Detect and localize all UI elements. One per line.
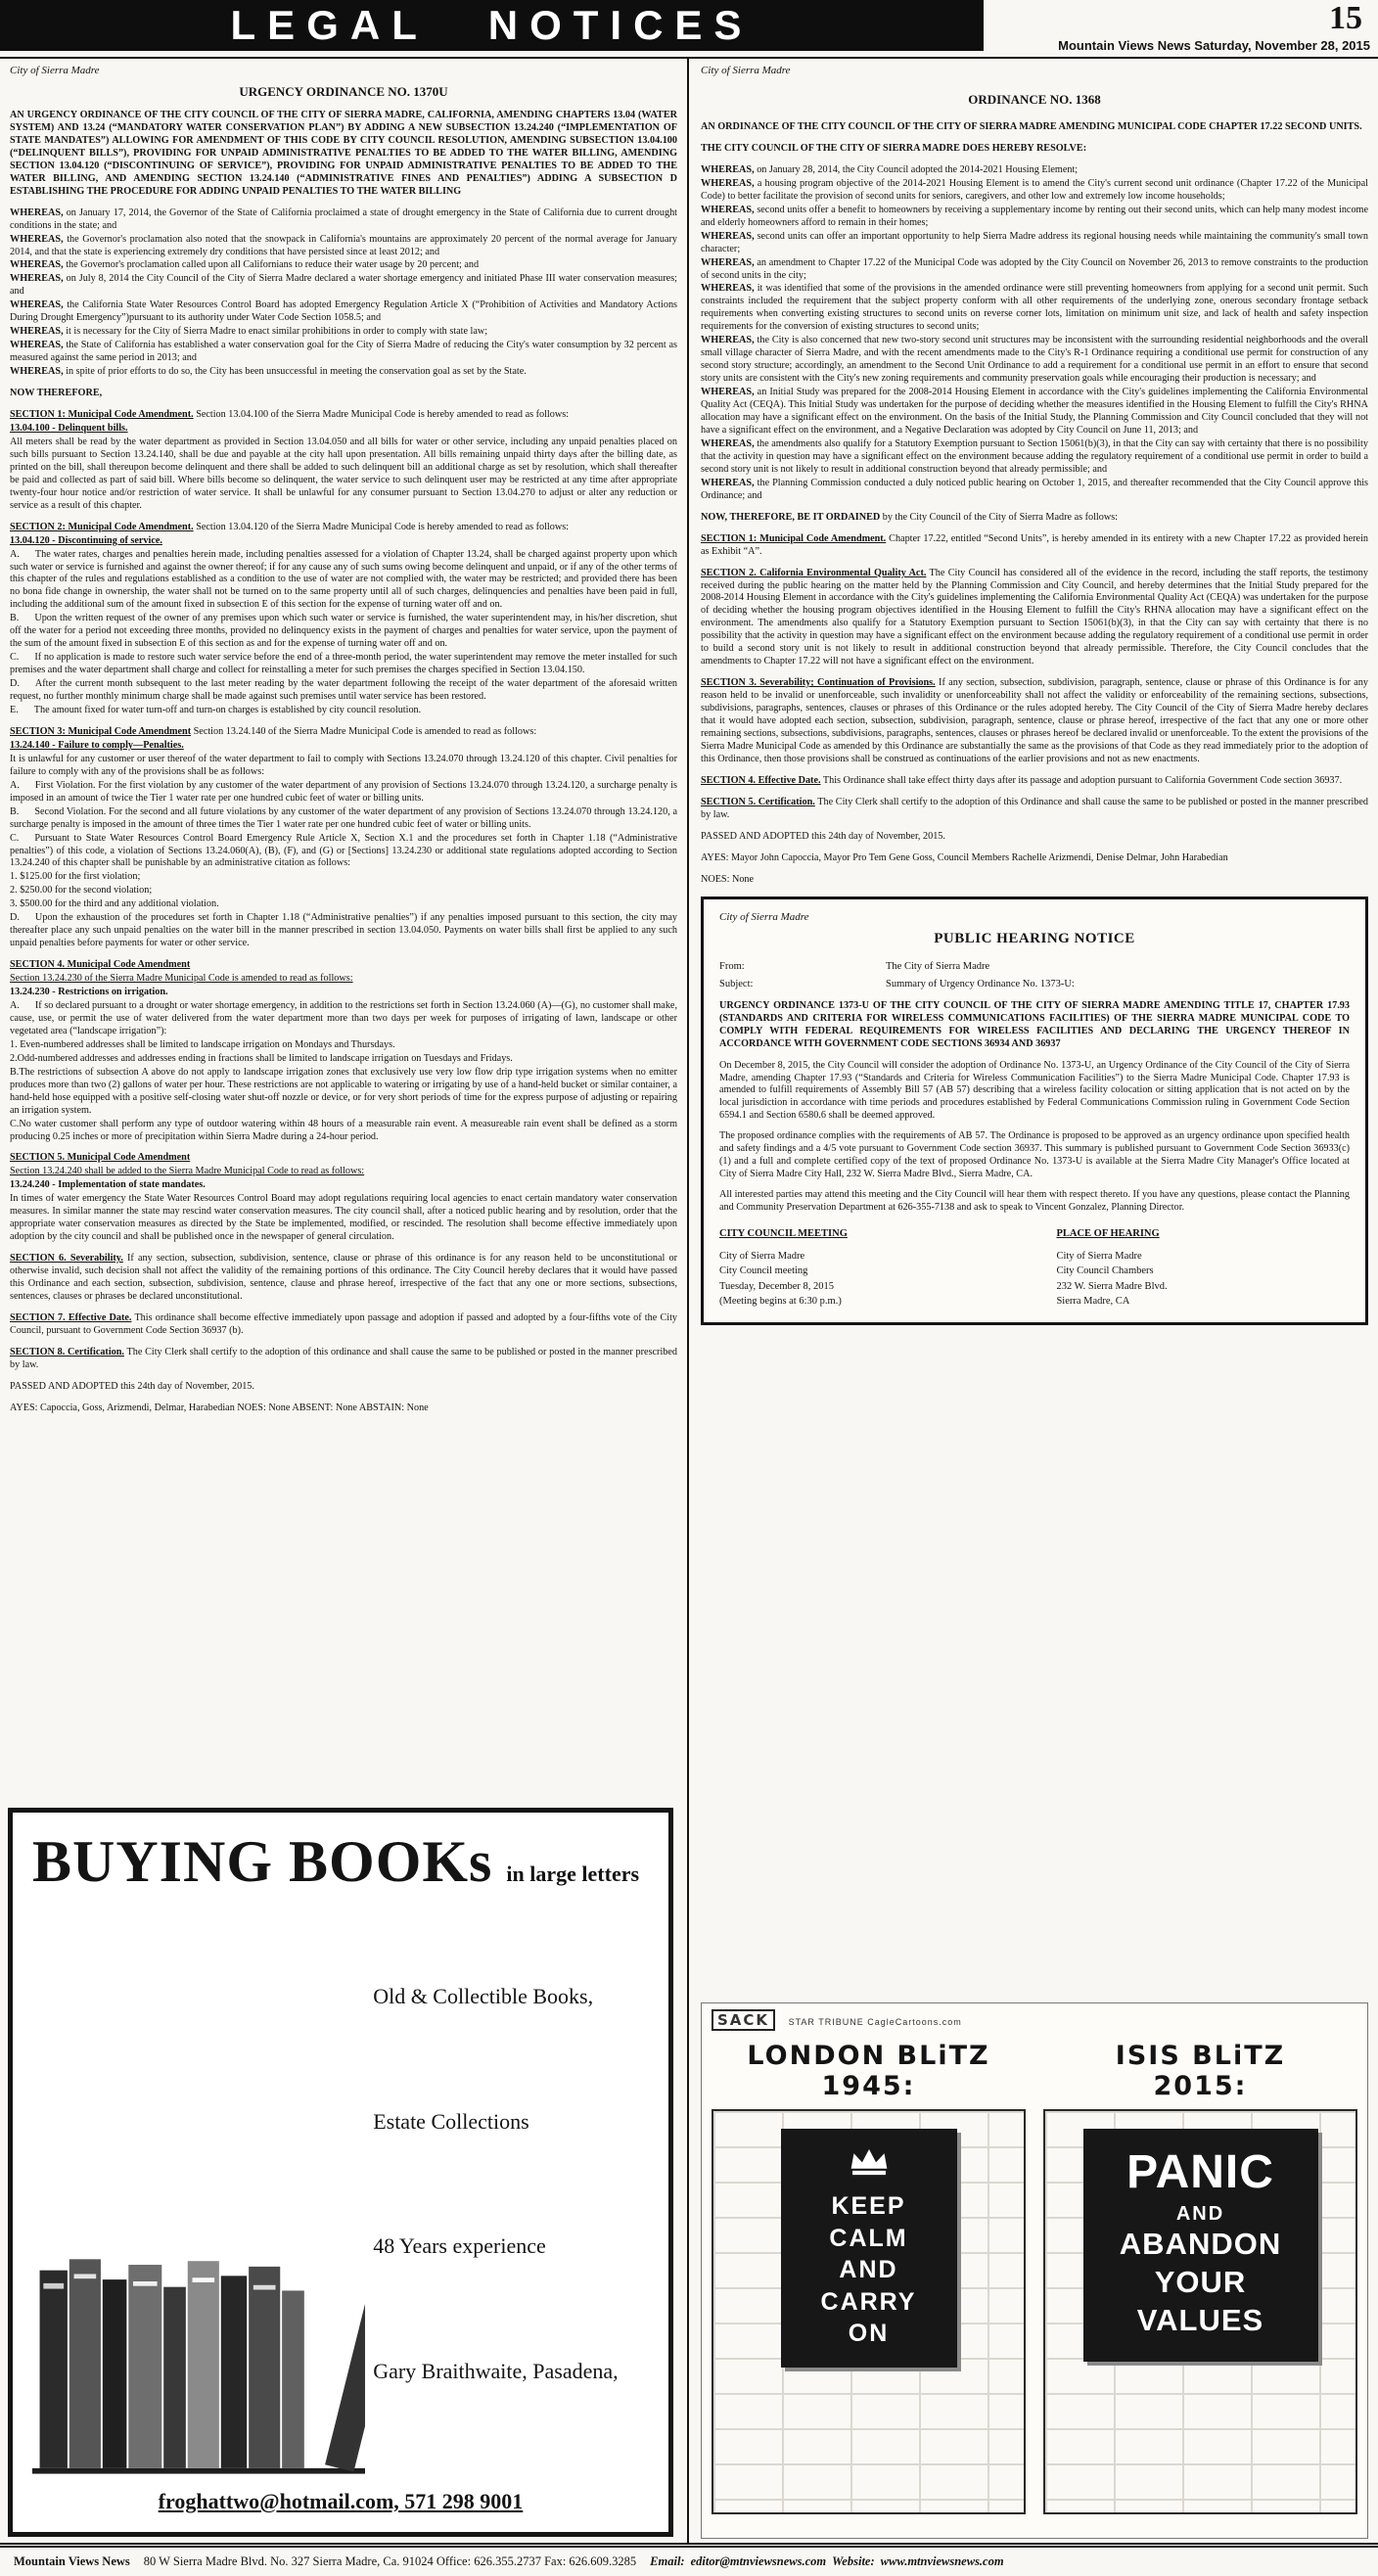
paragraph: WHEREAS, the Governor's proclamation called upon all Californians to reduce their water usage by 20 percent; and: [10, 259, 480, 271]
notice-from-row: [719, 961, 1350, 972]
paragraph: C. If no application is made to restore such water service before the end of a three-month period, the water superintendent may remove the meter installed for such premises and the water department shall charge and collect for reinstalling a meter for such premises the charges specified in Section 13.04.150.: [10, 652, 677, 676]
ordinance-1370u-text: [10, 110, 677, 1415]
paragraph: WHEREAS, it was identified that some of the provisions in the amended ordinance were still preventing homeowners from applying for a second unit permit. Such constraints included the requirement that the subject property conform with all other requirements of the underlying zone, onerous secondary frontage setback requirements when converting existing structures to second units on reverse corner lots, limitation on minimum unit size, and lack of health and safety inspection requirements for the conversion of existing structures to second units;: [701, 283, 1368, 333]
paragraph: SECTION 8. Certification. The City Clerk shall certify to the adoption of this ordinance and shall cause the same to be published or posted in the manner prescribed by law.: [10, 1346, 677, 1370]
page-title: LEGAL NOTICES: [230, 2, 754, 48]
poster-line: ON: [848, 2320, 890, 2348]
meeting-line: City Council meeting: [719, 1265, 808, 1277]
meeting-line: City Council Chambers: [1056, 1265, 1154, 1277]
paragraph: 3. $500.00 for the third and any additional violation.: [10, 898, 219, 910]
public-hearing-notice: [701, 897, 1368, 1326]
paragraph: 48 Years experience: [373, 2233, 546, 2259]
city-label-right: City of Sierra Madre: [701, 65, 791, 76]
poster-line: PANIC: [1126, 2146, 1274, 2199]
subject-value: Summary of Urgency Ordinance No. 1373-U:: [886, 978, 1075, 989]
editorial-cartoon: [701, 2002, 1368, 2539]
poster-line: YOUR: [1154, 2265, 1247, 2300]
buying-books-ad: [8, 1808, 673, 2537]
poster-line: ABANDON: [1119, 2227, 1282, 2262]
paragraph: In times of water emergency the State Water Resources Control Board may adopt regulations requiring local agencies to enact certain mandatory water conservation measures. In similar manner the state may rescind water conservation measures. The city council shall, after a noticed public hearing and by resolution, order that the appropriate water conservation measures as directed by the State be implemented, modified, or rescinded. The resolution shall become effective immediately upon adoption by the city council and shall be published once in the newspaper of general circulation.: [10, 1193, 677, 1243]
meeting-line: (Meeting begins at 6:30 p.m.): [719, 1295, 842, 1307]
paragraph: 13.24.240 - Implementation of state mandates.: [10, 1179, 206, 1191]
ad-title-row: [32, 1828, 649, 1896]
meeting-line: Sierra Madre, CA: [1056, 1295, 1130, 1307]
brick-wall-left: [712, 2109, 1026, 2514]
cartoon-panels: [712, 2037, 1357, 2514]
poster-line: CARRY: [820, 2287, 917, 2316]
paragraph: All interested parties may attend this meeting and the City Council will hear them with respect thereto. If you have any questions, please contact the Planning and Community Preservation Department at 626-355-7138 and ask to speak to Vincent Gonzalez, Planning Director.: [719, 1189, 1350, 1214]
paragraph: D. After the current month subsequent to the last meter reading by the water department following the receipt of the water department of the aforesaid written request, no further monthly minimum charge shall be made against such premises until water service has been restored.: [10, 678, 677, 703]
paragraph: Old & Collectible Books,: [373, 1984, 594, 2009]
paragraph: C. Pursuant to State Water Resources Control Board Emergency Rule Article X, Section X.1 and the procedures set forth in Chapter 1.18 (“Administrative penalties”) of this code, a violation of Sections 13.24.060(A), (B), (F), and (G) or [Sections] 13.24.230 or additional state regulations adopted according to Section 13.24.240 of this chapter shall be punishable by an administrative citation as follows:: [10, 832, 677, 869]
ad-subtitle: in large letters: [506, 1862, 640, 1886]
paragraph: A. The water rates, charges and penalties herein made, including penalties assessed for a violation of Chapter 13.24, shall be charged against property upon which such water or service is furnished and against the owner thereof; if for any cause any of such sums owing become delinquent and unpaid, or if any of the other terms of this chapter of the rules and regulations established as a condition to the use of water are not complied with, the water may be restricted; and provided there has been no bona fide change in ownership, the water shall not be turned on to the same property until all of such charges, delinquencies and penalties have been paid in full, including the additional sum of the amount fixed in subsection E of this section for the expense of turning water off and on.: [10, 548, 677, 611]
paragraph: All meters shall be read by the water department as provided in Section 13.04.050 and all bills for water or other service, including any unpaid penalties placed on such bills pursuant to Section 13.24.140, shall be due and payable at the city hall upon presentation. All bills remaining unpaid thirty days after the billing date, as printed on the bill, shall thereupon become delinquent and there shall be added to such delinquent bill an additional charge as set by resolution, which shall thereafter be paid and collected as part of said bill. Where bills become so delinquent, the water service to such delinquent user may be restricted at any time after appropriate twenty-four hour notice and/or restriction of water service. It shall be unlawful for any consumer pursuant to Section 13.04.270 to adjust or alter any reduction or service as a result of this chapter.: [10, 436, 677, 511]
paragraph: PASSED AND ADOPTED this 24th day of November, 2015.: [701, 830, 945, 842]
paragraph: WHEREAS, the State of California has established a water conservation goal for the City of Sierra Madre of reducing the City's water consumption by 32 percent as measured against the same period in 2013; and: [10, 340, 677, 364]
paragraph: SECTION 5. Certification. The City Clerk shall certify to the adoption of this Ordinance and shall cause the same to be published or posted in the manner prescribed by law.: [701, 796, 1368, 820]
paragraph: PASSED AND ADOPTED this 24th day of November, 2015.: [10, 1380, 254, 1392]
paragraph: WHEREAS, the amendments also qualify for a Statutory Exemption pursuant to Section 15061(b)(3), in that the City can say with certainty that there is no possibility that the activity in question may have a significant effect on the environment because adding the regulatory requirement of a conditional use permit in order to build a second story unit is not likely to result in additional construction beyond that already permissible; and: [701, 437, 1368, 475]
footer-email-link[interactable]: editor@mtnviewsnews.com: [690, 2554, 827, 2568]
meeting-info: [719, 1226, 1350, 1309]
paragraph: B. Second Violation. For the second and all future violations by any customer of the water department of any provision of Sections 13.24.070 through 13.24.120, a surcharge penalty is imposed in the amount of three times the Tier 1 water rate per one hundred cubic feet of water or billing units.: [10, 805, 677, 830]
meeting-line: 232 W. Sierra Madre Blvd.: [1056, 1280, 1168, 1292]
from-label: From:: [719, 960, 745, 972]
cartoon-credit: STAR TRIBUNE CagleCartoons.com: [788, 2017, 962, 2027]
paragraph: WHEREAS, on January 17, 2014, the Governor of the State of California proclaimed a state of drought emergency in the State of California due to current drought conditions in the state; and: [10, 207, 677, 231]
footer-paper-name: Mountain Views News: [14, 2554, 130, 2568]
page-body: [0, 59, 1378, 2543]
ordinance-1368-heading: ORDINANCE NO. 1368: [968, 92, 1101, 107]
paragraph: On December 8, 2015, the City Council will consider the adoption of Ordinance No. 1373-U, an Urgency Ordinance of the City Council of the City of Sierra Madre, amending Chapter 17.93 (“Standards and Criteria for Wireless Communication Facilities”) to the Sierra Madre Municipal Code. Chapter 17.93 is amended to fulfill requirements of Assembly Bill 57 (AB 57) describing that a wireless facility colocation or sitting application that is not acted on by the local jurisdiction in accordance with time periods and procedures established by Federal Communications Commission ruling in Government Code Section 6594.1 and Section 6580.6 shall be deemed approved.: [719, 1059, 1350, 1122]
crown-icon: [846, 2144, 893, 2178]
paragraph: Estate Collections: [373, 2108, 529, 2134]
paragraph: A. First Violation. For the first violation by any customer of the water department of any provision of Sections 13.24.070 through 13.24.120, a surcharge penalty is imposed in an amount of twice the Tier 1 water rate per one hundred cubic feet of water or billing units.: [10, 779, 677, 804]
poster-line: AND: [1175, 2203, 1225, 2226]
panel-left-title: LONDON BLiTZ 1945:: [747, 2041, 990, 2102]
keep-calm-poster: [781, 2129, 957, 2368]
page-number: 15: [1329, 0, 1362, 36]
notice-body: [719, 1060, 1350, 1215]
paragraph: 2. $250.00 for the second violation;: [10, 885, 153, 897]
ad-body: [32, 1906, 649, 2483]
paragraph: WHEREAS, a housing program objective of the 2014-2021 Housing Element is to amend the City's current second unit ordinance (Chapter 17.22 of the Municipal Code) to better facilitate the provision of second units for seniors, caregivers, and other low and extremely low income households;: [701, 177, 1368, 202]
paragraph: WHEREAS, the Planning Commission conducted a duly noticed public hearing on October 1, 2015, and thereafter recommended that the City Council approve this Ordinance; and: [701, 477, 1368, 501]
paragraph: NOW THEREFORE,: [10, 388, 103, 399]
paragraph: C.No water customer shall perform any type of outdoor watering within 48 hours of a measurable rain event. A measureable rain event shall be defined as a storm producing 0.25 inches or more of precipitation within Sierra Madre during a 24-hour period.: [10, 1118, 677, 1142]
paragraph: WHEREAS, an Initial Study was prepared for the 2008-2014 Housing Element in accordance with the City's guidelines implementing the California Environmental Quality Act (CEQA). This Initial Study was undertaken for the purpose of deciding whether the measures identified in the Housing Element to fulfill the City's RHNA allocation may have a significant effect on the environment. On the basis of the Initial Study, the Planning Commission and City Council concluded that they will not have a significant effect on the environment, and a Negative Declaration was adopted by City Council on June 11, 2013; and: [701, 387, 1368, 436]
paragraph: SECTION 6. Severability. If any section, subsection, subdivision, sentence, clause or phrase of this ordinance is for any reason held to be unconstitutional or otherwise invalid, such decision shall not affect the validity of the remaining portions of this ordinance. The City Council hereby declares that it would have passed this Ordinance and each section, subsection, subdivision, sentence, clause and phrase hereof, irrespective of the fact that any one or more sections, subsections, sentences, clauses or phrases be declared unconstitutional.: [10, 1253, 677, 1303]
notice-subject-row: [719, 979, 1350, 989]
subject-label: Subject:: [719, 978, 754, 989]
ordinance-1368-text: [701, 121, 1368, 887]
meeting-line: City of Sierra Madre: [1056, 1251, 1142, 1263]
ad-contact-link[interactable]: froghattwo@hotmail.com, 571 298 9001: [158, 2489, 524, 2513]
paragraph: 13.24.230 - Restrictions on irrigation.: [10, 987, 168, 998]
poster-line: CALM: [829, 2224, 908, 2252]
paragraph: SECTION 7. Effective Date. This ordinance shall become effective immediately upon passage and adoption if passed and adopted by a four-fifths vote of the City Council, pursuant to Government Code Section 36937 (b).: [10, 1311, 677, 1336]
paragraph: AYES: Capoccia, Goss, Arizmendi, Delmar, Harabedian NOES: None ABSENT: None ABSTAIN: None: [10, 1402, 429, 1413]
paragraph: AN URGENCY ORDINANCE OF THE CITY COUNCIL OF THE CITY OF SIERRA MADRE, CALIFORNIA, AMENDING CHAPTERS 13.04 (WATER SYSTEM) AND 13.24 (“MANDATORY WATER CONSERVATION PLAN”) BY ADDING A NEW SUBSECTION 13.24.240 (“IMPLEMENTATION OF STATE MANDATES”) ALLOWING FOR AMENDMENT OF THIS CODE BY CITY COUNCIL RESOLUTION, AMENDING SUBSECTION 13.04.100 (“DELINQUENT BILLS”), PROVIDING FOR UNPAID ADMINISTRATIVE PENALTIES TO BE ADDED TO THE WATER BILLING, AMENDING SECTION 13.04.120 (“DISCONTINUING OF SERVICE”), PROVIDING FOR UNPAID ADMINISTRATIVE PENALTIES TO BE ADDED TO THE WATER BILLING, AND AMENDING SECTION 13.24.140 (“ADMINISTRATIVE FINES AND PENALTIES”) ADDING A SUBSECTION D ESTABLISHING THE PROCEDURE FOR ADDING UNPAID PENALTIES TO THE WATER BILLING: [10, 110, 677, 197]
paragraph: D. Upon the exhaustion of the procedures set forth in Chapter 1.18 (“Administrative penalties”) if any penalties imposed pursuant to this section, the city may thereafter place any such unpaid penalties on the water bill in the manner prescribed in section 13.04.050. Payments on water bills shall first be applied to any such unpaid penalties before payments for water or other service.: [10, 912, 677, 949]
ad-text-lines: [365, 1906, 649, 2483]
public-hearing-notice-title: PUBLIC HEARING NOTICE: [934, 930, 1135, 946]
paragraph: Section 13.24.230 of the Sierra Madre Municipal Code is amended to read as follows:: [10, 973, 353, 985]
ordinance-1370u-heading: URGENCY ORDINANCE NO. 1370U: [239, 84, 448, 99]
paragraph: The proposed ordinance complies with the requirements of AB 57. The Ordinance is proposed to be approved as an urgency ordinance upon specified health and safety findings and a 4/5 vote pursuant to Government Code section 36937. This summary is published pursuant to Government Code Section 36933(c)(1) and a full and complete certified copy of the text of proposed Ordinance No. 1373-U is available at the Sierra Madre City Manager's Office located at City of Sierra Madre City Hall, 232 W. Sierra Madre Blvd., Sierra Madre, CA.: [719, 1130, 1350, 1180]
cartoon-credit-line: [712, 2009, 1357, 2031]
council-meeting-header: CITY COUNCIL MEETING: [719, 1228, 848, 1240]
paragraph: 1. $125.00 for the first violation;: [10, 871, 141, 883]
paragraph: B.The restrictions of subsection A above do not apply to landscape irrigation zones that exclusively use very low flow drip type irrigation systems when no emitter produces more than two (2) gallons of water per hour. These restrictions are not applicable to watering or irrigating by use of a hand-held bucket or similar container, a hand-held hose equipped with a positive self-closing water shut-off nozzle or device, or for very short periods of time for the express purpose of adjusting or repairing an irrigation system.: [10, 1066, 677, 1116]
paragraph: NOES: None: [701, 873, 755, 885]
footer-website-label: Website:: [832, 2554, 875, 2568]
masthead: [0, 0, 1378, 59]
paragraph: B. Upon the written request of the owner of any premises upon which such water or service is furnished, the water superintendent may, in his/her discretion, shut off the water for a period not exceeding three months, provided no delinquency exists in the payment of charges and penalties for water service, upon the payment of the sum of the amount fixed in subsection E of this section as and for the expense of turning water off and on.: [10, 613, 677, 650]
paragraph: SECTION 1: Municipal Code Amendment. Section 13.04.100 of the Sierra Madre Municipal Code is hereby amended to read as follows:: [10, 409, 569, 421]
council-meeting-column: [719, 1226, 1056, 1309]
books-illustration: [32, 1906, 365, 2483]
brick-wall-right: [1043, 2109, 1357, 2514]
cartoonist-signature: SACK: [712, 2009, 775, 2031]
city-label-left: City of Sierra Madre: [10, 65, 100, 76]
issue-date-line: Mountain Views News Saturday, November 28, 2015: [1058, 38, 1370, 53]
paragraph: A. If so declared pursuant to a drought or water shortage emergency, in addition to the restrictions set forth in Section 13.24.060 (A)—(G), no customer shall make, cause, use, or permit the use of water delivered from the water department more than two days per week for purposes of irrigating of lawn, landscape or other vegetated area (“landscape irrigation”):: [10, 1000, 677, 1036]
ordinance-1373u-summary: URGENCY ORDINANCE 1373-U OF THE CITY COUNCIL OF THE CITY OF SIERRA MADRE AMENDING TITLE 17, CHAPTER 17.93 (STANDARDS AND CRITERIA FOR WIRELESS COMMUNICATIONS FACILITIES) OF THE SIERRA MADRE MUNICIPAL CODE TO COMPLY WITH FEDERAL REQUIREMENTS FOR WIRELESS FACILITIES AND DECLARING THE URGENCY THEREOF IN ACCORDANCE WITH GOVERNMENT CODE SECTIONS 36934 AND 36937: [719, 999, 1350, 1050]
paragraph: WHEREAS, on January 28, 2014, the City Council adopted the 2014-2021 Housing Element;: [701, 163, 1079, 175]
paragraph: 13.04.120 - Discontinuing of service.: [10, 534, 162, 546]
city-label-notice: City of Sierra Madre: [719, 910, 809, 923]
paragraph: WHEREAS, the City is also concerned that new two-story second unit structures may be inconsistent with the surrounding residential neighborhoods and the overall small village character of Sierra Madre, and with the recent amendments made to the City's R-1 Ordinance requiring a conditional use permit for construction of any second story structure; accordingly, an amendment to the Second Unit Ordinance to add a requirement for a conditional use permit in an effort to ensure that second story units are consistent with the City's new zoning requirements and community preservation goals while encouraging their production is necessary; and: [701, 335, 1368, 385]
paragraph: 13.24.140 - Failure to comply—Penalties.: [10, 739, 184, 751]
paragraph: NOW, THEREFORE, BE IT ORDAINED by the City Council of the City of Sierra Madre as follows:: [701, 511, 1118, 523]
paragraph: WHEREAS, second units offer a benefit to homeowners by receiving a supplementary income by renting out their second units, which can help many modest income and elderly homeowners afford to remain in their homes;: [701, 204, 1368, 228]
masthead-banner: [0, 0, 984, 51]
paragraph: SECTION 2. California Environmental Quality Act. The City Council has considered all of the evidence in the record, including the staff reports, the testimony received during the public hearing on the matter held by the Planning Commission and City Council, and hereby determines that the Initial Study prepared for the 2008-2014 Housing Element in accordance with the City's guidelines implementing the California Environmental Quality Act (CEQA) was undertaken for the purpose of deciding whether the housing program objectives identified in the Housing Element to fulfill the City's RHNA allocation may have a significant effect on the environment. The amendments also qualify for a Statutory Exemption pursuant to Section 15061(b)(3), in that the City can say with certainty that there is no possibility that the activity in question may have a significant effect on the environment because adding the regulatory requirement of a conditional use permit in order to build a second story unit is not likely to result in additional construction beyond that already permissible. Therefore, the City Council concludes that the amendments to Chapter 17.22 will not have a significant effect on the environment.: [701, 567, 1368, 667]
right-column: [689, 59, 1372, 2543]
paragraph: It is unlawful for any customer or user thereof of the water department to fail to comply with Sections 13.24.070 through 13.24.120 of this chapter. Civil penalties for failure to comply with any of the provisions shall be as follows:: [10, 753, 677, 777]
paragraph: AYES: Mayor John Capoccia, Mayor Pro Tem Gene Goss, Council Members Rachelle Arizmendi, Denise Delmar, John Harabedian: [701, 851, 1228, 863]
paragraph: WHEREAS, an amendment to Chapter 17.22 of the Municipal Code was adopted by the City Council on November 26, 2013 to remove constraints to the production of second units in the city;: [701, 256, 1368, 281]
paragraph: 1. Even-numbered addresses shall be limited to landscape irrigation on Mondays and Thursdays.: [10, 1038, 395, 1050]
poster-line: AND: [839, 2256, 898, 2284]
paragraph: SECTION 4. Municipal Code Amendment: [10, 959, 191, 971]
meeting-line: City of Sierra Madre: [719, 1251, 805, 1263]
paragraph: WHEREAS, it is necessary for the City of Sierra Madre to enact similar prohibitions in order to comply with state law;: [10, 326, 488, 338]
paragraph: 2.Odd-numbered addresses and addresses ending in fractions shall be limited to landscape irrigation on Tuesdays and Fridays.: [10, 1052, 513, 1064]
paragraph: THE CITY COUNCIL OF THE CITY OF SIERRA MADRE DOES HEREBY RESOLVE:: [701, 142, 1087, 154]
paragraph: SECTION 4. Effective Date. This Ordinance shall take effect thirty days after its passage and adoption pursuant to California Government Code section 36937.: [701, 774, 1343, 786]
cartoon-panel-right: [1043, 2037, 1357, 2514]
ad-title: BUYING BOOKs: [32, 1829, 493, 1894]
paragraph: SECTION 5. Municipal Code Amendment: [10, 1152, 191, 1164]
paragraph: AN ORDINANCE OF THE CITY COUNCIL OF THE CITY OF SIERRA MADRE AMENDING MUNICIPAL CODE CHAPTER 17.22 SECOND UNITS.: [701, 121, 1362, 132]
place-of-hearing-header: PLACE OF HEARING: [1056, 1228, 1160, 1240]
poster-line: VALUES: [1136, 2302, 1264, 2337]
paragraph: SECTION 1: Municipal Code Amendment. Chapter 17.22, entitled “Second Units”, is hereby amended in its entirety with a new Chapter 17.22 as provided herein as Exhibit “A”.: [701, 532, 1368, 557]
place-of-hearing-column: [1056, 1226, 1350, 1309]
paragraph: WHEREAS, in spite of prior efforts to do so, the City has been unsuccessful in meeting the conservation goal as set by the State.: [10, 366, 527, 378]
paragraph: SECTION 2: Municipal Code Amendment. Section 13.04.120 of the Sierra Madre Municipal Code is hereby amended to read as follows:: [10, 521, 569, 532]
meeting-line: Tuesday, December 8, 2015: [719, 1280, 835, 1292]
poster-line: KEEP: [831, 2192, 906, 2221]
paragraph: WHEREAS, on July 8, 2014 the City Council of the City of Sierra Madre declared a water shortage emergency and initiated Phase III water conservation measures; and: [10, 273, 677, 298]
footer-email-label: Email:: [650, 2554, 685, 2568]
panic-poster: [1083, 2129, 1318, 2362]
paragraph: SECTION 3: Municipal Code Amendment Section 13.24.140 of the Sierra Madre Municipal Code is amended to read as follows:: [10, 725, 537, 737]
paragraph: 13.04.100 - Delinquent bills.: [10, 422, 128, 434]
paragraph: E. The amount fixed for water turn-off and turn-on charges is established by city council resolution.: [10, 704, 422, 715]
books-illustration-svg: [32, 2072, 365, 2483]
paragraph: SECTION 3. Severability; Continuation of Provisions. If any section, subsection, subdivision, paragraph, sentence, clause or phrase of this Ordinance is for any reason held to be invalid or unenforceable, such invalidity or unenforceability shall not affect the validity or enforceability of the remaining sections, subsections, subdivisions, paragraphs, sentences, clauses or phrases of this Ordinance or the rules adopted hereby. The City Council of the City of Sierra Madre hereby declares that it would have adopted each section, subsection, subdivision, paragraph, sentence, clause or phrase hereof, irrespective of the fact that any one or more other remaining sections, subsections, subdivisions, paragraphs, sentences, clauses or phrases hereof be declared invalid or unenforceable. To the extent the provisions of the Sierra Madre Municipal Code as amended by this Ordinance are substantially the same as the provisions of that Code as they read immediately prior to the adoption of this Ordinance, then those provisions shall be construed as continuations of the earlier provisions and not as new enactments.: [701, 677, 1368, 764]
paragraph: Section 13.24.240 shall be added to the Sierra Madre Municipal Code to read as follows:: [10, 1166, 365, 1177]
panel-right-title: ISIS BLiTZ 2015:: [1115, 2041, 1286, 2102]
paragraph: WHEREAS, the Governor's proclamation also noted that the snowpack in California's mountains are approximately 20 percent of the normal average for January 2014, and that the state is experiencing extremely dry conditions that have persisted since at least 2012; and: [10, 233, 677, 257]
paragraph: Gary Braithwaite, Pasadena,: [373, 2358, 619, 2383]
cartoon-panel-left: [712, 2037, 1026, 2514]
footer: [0, 2543, 1378, 2576]
paragraph: WHEREAS, the California State Water Resources Control Board has adopted Emergency Regulation Article X (“Prohibition of Activities and Mandatory Actions During Drought Emergency”)pursuant to its authority under Water Code Section 1058.5; and: [10, 299, 677, 324]
footer-address: 80 W Sierra Madre Blvd. No. 327 Sierra Madre, Ca. 91024 Office: 626.355.2737 Fax: 626.609.3285: [143, 2554, 637, 2568]
left-column: [6, 59, 689, 2543]
footer-website-link[interactable]: www.mtnviewsnews.com: [880, 2554, 1004, 2568]
paragraph: WHEREAS, second units can offer an important opportunity to help Sierra Madre address its regional housing needs while maintaining the community's small town character;: [701, 230, 1368, 254]
from-value: The City of Sierra Madre: [886, 960, 990, 972]
